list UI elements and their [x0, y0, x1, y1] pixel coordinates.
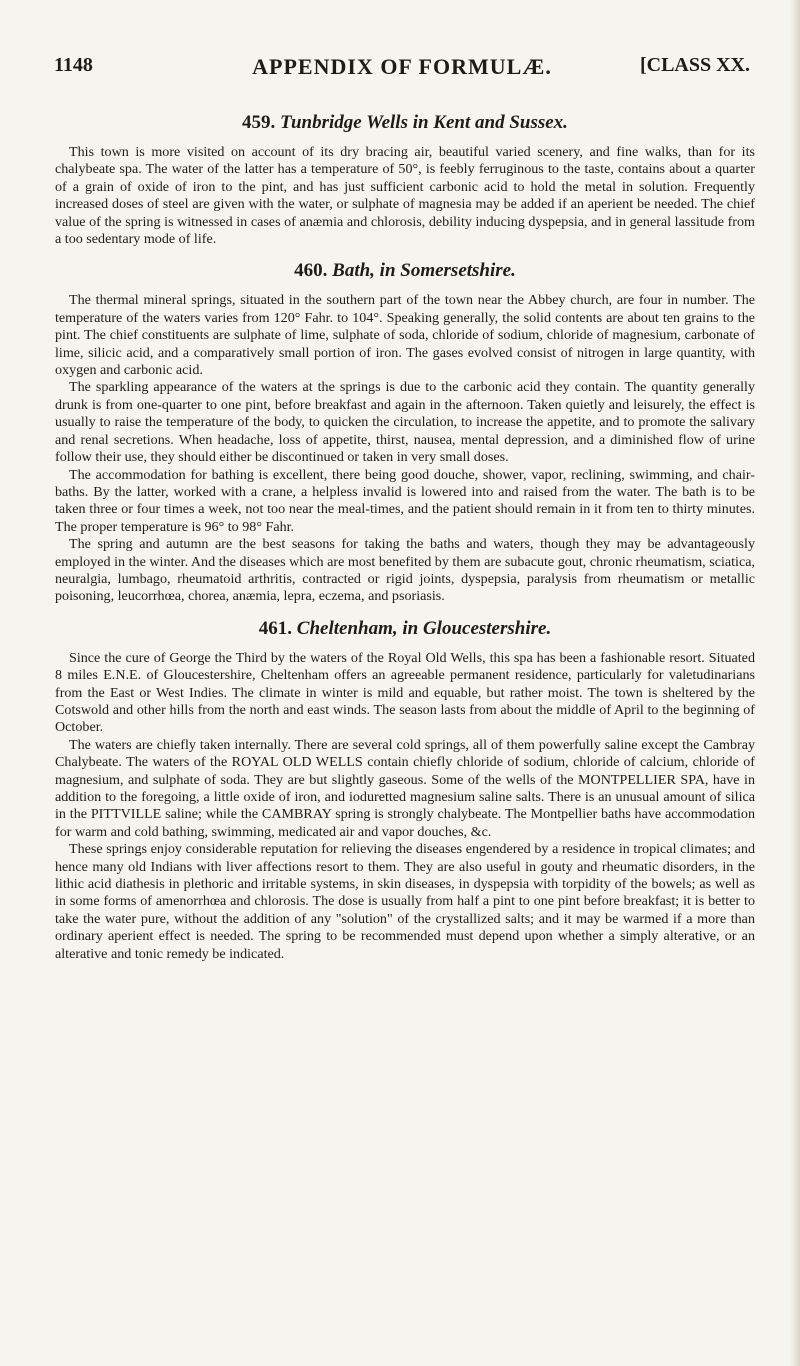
page-number: 1148 — [54, 54, 93, 76]
paragraph: Since the cure of George the Third by the waters of the Royal Old Wells, this spa has been a fashionable resort. Situated 8 miles E.N.E. of Gloucestershire, Cheltenham offers an agreeable permanent residence, particularly for valetudinarians from the East or West Indies. The climate in winter is mild and equable, but rather moist. The town is sheltered by the Cotswold and other hills from the north and east winds. The season lasts from about the middle of April to the beginning of October. — [55, 649, 755, 736]
running-title: APPENDIX OF FORMULÆ. — [252, 54, 552, 79]
page-body — [55, 110, 755, 963]
paragraph: The sparkling appearance of the waters at the springs is due to the carbonic acid they contain. The quantity generally drunk is from one-quarter to one pint, before breakfast and again in the afternoon. Taken quietly and leisurely, the effect is usually to raise the temperature of the body, to quicken the circulation, to increase the appetite, and to promote the salivary and renal secretions. When headache, loss of appetite, thirst, nausea, mental depression, and a diminished flow of urine follow their use, they should either be discontinued or taken in very small doses. — [55, 379, 755, 466]
paragraph: The waters are chiefly taken internally. There are several cold springs, all of them powerfully saline except the Cambray Chalybeate. The waters of the ROYAL OLD WELLS contain chiefly chloride of sodium, chloride of calcium, chloride of magnesium, and sulphate of soda. They are but slightly gaseous. Some of the wells of the MONTPELLIER SPA, have in addition to the foregoing, a little oxide of iron, and ioduretted magnesium saline salts. There is an unusual amount of silica in the PITTVILLE saline; while the CAMBRAY spring is strongly chalybeate. The Montpellier baths have accommodation for warm and cold bathing, swimming, medicated air and vapor douches, &c. — [55, 736, 755, 840]
section-heading-460: 460. Bath, in Somersetshire. — [294, 260, 516, 282]
paragraph: The accommodation for bathing is excellent, there being good douche, shower, vapor, reclining, swimming, and chair-baths. By the latter, worked with a crane, a helpless invalid is lowered into and raised from the water. The bath is to be taken three or four times a week, not too near the meal-times, and the patient should remain in it from ten to thirty minutes. The proper temperature is 96° to 98° Fahr. — [55, 466, 755, 535]
section-heading-461: 461. Cheltenham, in Gloucestershire. — [258, 617, 552, 639]
section-heading-459: 459. Tunbridge Wells in Kent and Sussex. — [242, 112, 568, 133]
running-header — [54, 54, 750, 84]
page-edge-shadow — [790, 0, 800, 1366]
class-label: [CLASS XX. — [639, 54, 750, 76]
paragraph: This town is more visited on account of its dry bracing air, beautiful varied scenery, and fine walks, than for its chalybeate spa. The water of the latter has a temperature of 50°, is feebly ferruginous to the taste, contains about a quarter of a grain of oxide of iron to the pint, and has just sufficient carbonic acid to hold the metal in solution. Frequently increased doses of steel are given with the water, or sulphate of magnesia may be added if an aperient be needed. The chief value of the spring is witnessed in cases of anæmia and chlorosis, debility inducing dyspepsia, and in general lassitude from a too sedentary mode of life. — [55, 144, 755, 248]
paragraph: The thermal mineral springs, situated in the southern part of the town near the Abbey church, are four in number. The temperature of the waters varies from 120° Fahr. to 104°. Speaking generally, the solid contents are about ten grains to the pint. The chief constituents are sulphate of lime, sulphate of soda, chloride of sodium, chloride of magnesium, carbonate of lime, silicic acid, and a comparatively small portion of iron. The gases evolved consist of nitrogen in large quantity, with oxygen and carbonic acid. — [55, 292, 755, 379]
paragraph: These springs enjoy considerable reputation for relieving the diseases engendered by a residence in tropical climates; and hence many old Indians with liver affections resort to them. They are also useful in gouty and rheumatic disorders, in the lithic acid diathesis in plethoric and irritable systems, in skin diseases, in dyspepsia with torpidity of the bowels; as well as in some forms of amenorrhœa and chlorosis. The dose is usually from half a pint to one pint before breakfast; it is better to take the water pure, without the addition of any "solution" of the crystallized salts; and it may be warmed if a more than ordinary aperient effect is needed. The spring to be recommended must depend upon whether a simply alterative, or an alterative and tonic remedy be indicated. — [55, 841, 755, 962]
paragraph: The spring and autumn are the best seasons for taking the baths and waters, though they may be advantageously employed in the winter. And the diseases which are most benefited by them are subacute gout, chronic rheumatism, sciatica, neuralgia, lumbago, rheumatoid arthritis, contracted or rigid joints, dyspepsia, paralysis from rheumatism or metallic poisoning, leucorrhœa, chorea, anæmia, lepra, eczema, and psoriasis. — [55, 536, 755, 605]
